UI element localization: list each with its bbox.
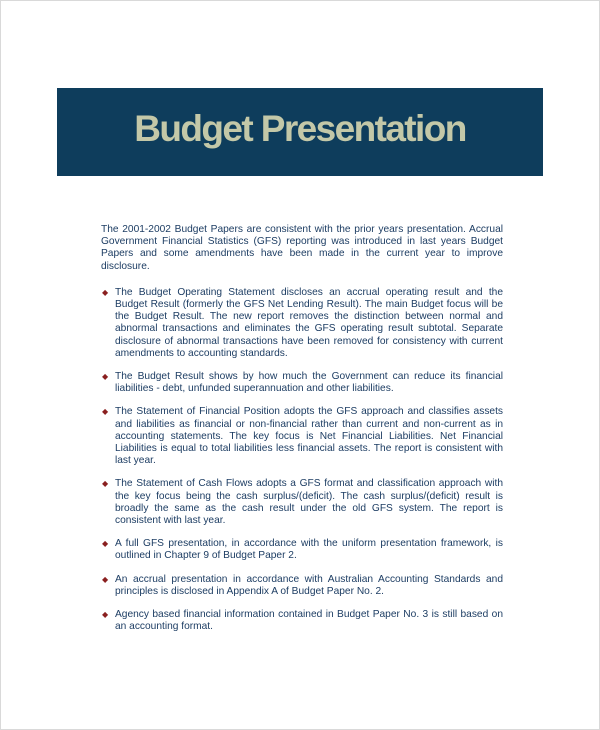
bullet-text: Agency based financial information contained in Budget Paper No. 3 is still based on an accounting format. [115,609,503,633]
bullet-item [101,287,503,360]
diamond-bullet-icon: ◆ [102,539,109,549]
bullet-item [101,538,503,562]
bullet-text: The Budget Result shows by how much the Government can reduce its financial liabilities - debt, unfunded superannuation and other liabilities. [115,371,503,395]
diamond-bullet-icon: ◆ [102,287,109,297]
page-title: Budget Presentation [134,108,466,149]
diamond-bullet-icon: ◆ [102,407,109,417]
bullet-text: The Statement of Cash Flows adopts a GFS format and classification approach with the key focus being the cash surplus/(deficit). The cash surplus/(deficit) result is broadly the same as the cash result under the old GFS system. The report is consistent with last year. [115,478,503,527]
title-banner [57,88,543,176]
bullet-text: The Budget Operating Statement discloses an accrual operating result and the Budget Result (formerly the GFS Net Lending Result). The main Budget focus will be the Budget Result. The new report removes the distinction between normal and abnormal transactions and eliminates the GFS operating result subtotal. Separate disclosure of abnormal transactions have been removed for consistency with current amendments to accounting standards. [115,286,503,359]
bullet-item [101,609,503,633]
bullet-item [101,406,503,467]
bullet-list [101,287,503,634]
bullet-text: A full GFS presentation, in accordance with the uniform presentation framework, is outlined in Chapter 9 of Budget Paper 2. [115,538,503,562]
bullet-text: The Statement of Financial Position adopts the GFS approach and classifies assets and liabilities as financial or non-financial rather than current and non-current as in accounting statements. The key focus is Net Financial Liabilities. Net Financial Liabilities is equal to total liabilities less financial assets. The report is consistent with last year. [115,406,503,467]
diamond-bullet-icon: ◆ [102,479,109,489]
intro-paragraph: The 2001-2002 Budget Papers are consistent with the prior years presentation. Accrual Government Financial Statistics (GFS) reporting was introduced in last years Budget Papers and some amendments have been made in the current year to improve disclosure. [101,224,503,272]
diamond-bullet-icon: ◆ [102,610,109,620]
bullet-item [101,574,503,598]
bullet-text: An accrual presentation in accordance with Australian Accounting Standards and principles is disclosed in Appendix A of Budget Paper No. 2. [115,573,503,597]
diamond-bullet-icon: ◆ [102,574,109,584]
diamond-bullet-icon: ◆ [102,372,109,382]
bullet-item [101,478,503,527]
bullet-item [101,371,503,395]
document-body [101,224,503,644]
